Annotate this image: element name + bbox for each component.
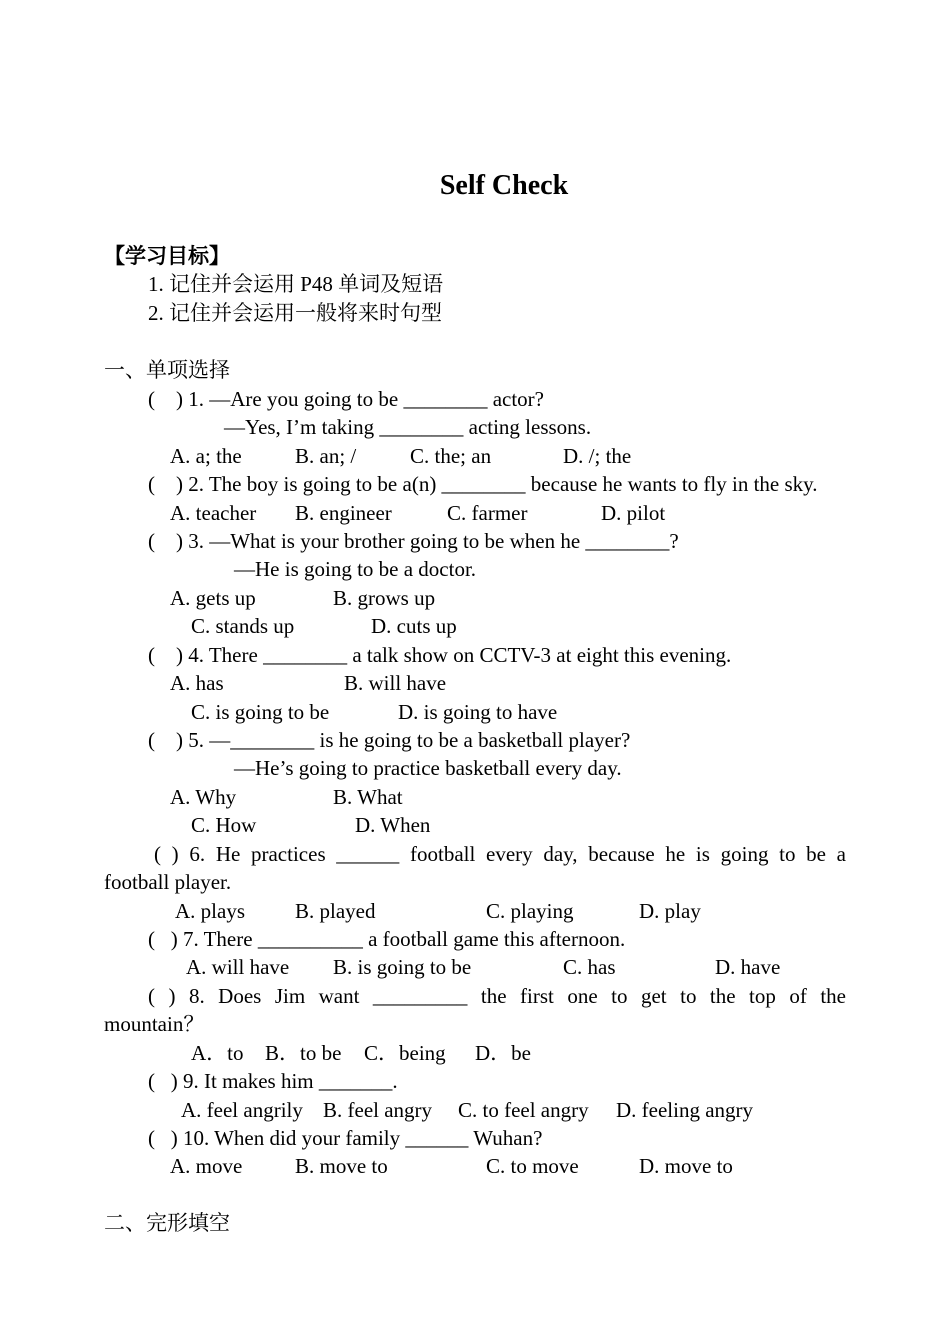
question-5-reply: —He’s going to practice basketball every day. [234,756,622,780]
option-b: B. feel angry [323,1098,433,1122]
option-b: B. an; / [295,444,357,468]
option-c: C. is going to be [191,700,330,724]
option-a: A. Why [170,785,237,809]
option-a: A. will have [186,955,290,979]
option-b: B．to be [265,1041,342,1065]
question-5: ( ) 5. —________ is he going to be a basketball player? [148,728,631,752]
question-1: ( ) 1. —Are you going to be ________ actor? [148,387,544,411]
option-a: A．to [191,1041,244,1065]
objective-item: 2. 记住并会运用一般将来时句型 [148,301,442,325]
option-b: B. played [295,899,376,923]
option-b: B. What [333,785,403,809]
option-a: A. feel angrily [181,1098,303,1122]
section-heading-cloze: 二、完形填空 [104,1211,230,1235]
option-d: D. is going to have [398,700,558,724]
question-6-continued: football player. [104,870,232,894]
option-a: A. move [170,1154,243,1178]
option-d: D. move to [639,1154,733,1178]
option-d: D．be [475,1041,531,1065]
option-d: D. feeling angry [616,1098,754,1122]
question-10: ( ) 10. When did your family ______ Wuhan? [148,1126,543,1150]
option-d: D. pilot [601,501,666,525]
option-a: A. has [170,671,224,695]
option-d: D. have [715,955,781,979]
objectives-heading: 【学习目标】 [104,244,230,268]
option-c: C. playing [486,899,574,923]
option-d: D. When [355,813,431,837]
question-3-reply: —He is going to be a doctor. [234,557,477,581]
option-a: A. a; the [170,444,242,468]
question-6: ( ) 6. He practices ______ football every day, because he is going to be a [154,842,846,866]
option-b: B. will have [344,671,447,695]
option-c: C．being [364,1041,446,1065]
option-c: C. the; an [410,444,492,468]
option-b: B. move to [295,1154,388,1178]
section-heading-choice: 一、单项选择 [104,358,230,382]
option-c: C. to feel angry [458,1098,589,1122]
question-4: ( ) 4. There ________ a talk show on CCTV-3 at eight this evening. [148,643,732,667]
option-c: C. stands up [191,614,295,638]
option-c: C. How [191,813,257,837]
option-d: D. /; the [563,444,632,468]
question-8-continued: mountain？ [104,1012,205,1036]
objective-item: 1. 记住并会运用 P48 单词及短语 [148,272,444,296]
option-a: A. plays [175,899,245,923]
option-c: C. has [563,955,616,979]
option-c: C. to move [486,1154,579,1178]
page-title: Self Check [439,170,569,201]
option-b: B. grows up [333,586,436,610]
option-d: D. cuts up [371,614,457,638]
option-c: C. farmer [447,501,528,525]
question-2: ( ) 2. The boy is going to be a(n) ________ because he wants to fly in the sky. [148,472,818,496]
question-8: ( ) 8. Does Jim want _________ the first one to get to the top of the [148,984,846,1008]
question-7: ( ) 7. There __________ a football game this afternoon. [148,927,626,951]
option-b: B. is going to be [333,955,472,979]
option-a: A. gets up [170,586,256,610]
question-3: ( ) 3. —What is your brother going to be when he ________? [148,529,679,553]
option-a: A. teacher [170,501,257,525]
question-1-reply: —Yes, I’m taking ________ acting lessons. [224,415,592,439]
option-b: B. engineer [295,501,392,525]
question-9: ( ) 9. It makes him _______. [148,1069,398,1093]
option-d: D. play [639,899,701,923]
